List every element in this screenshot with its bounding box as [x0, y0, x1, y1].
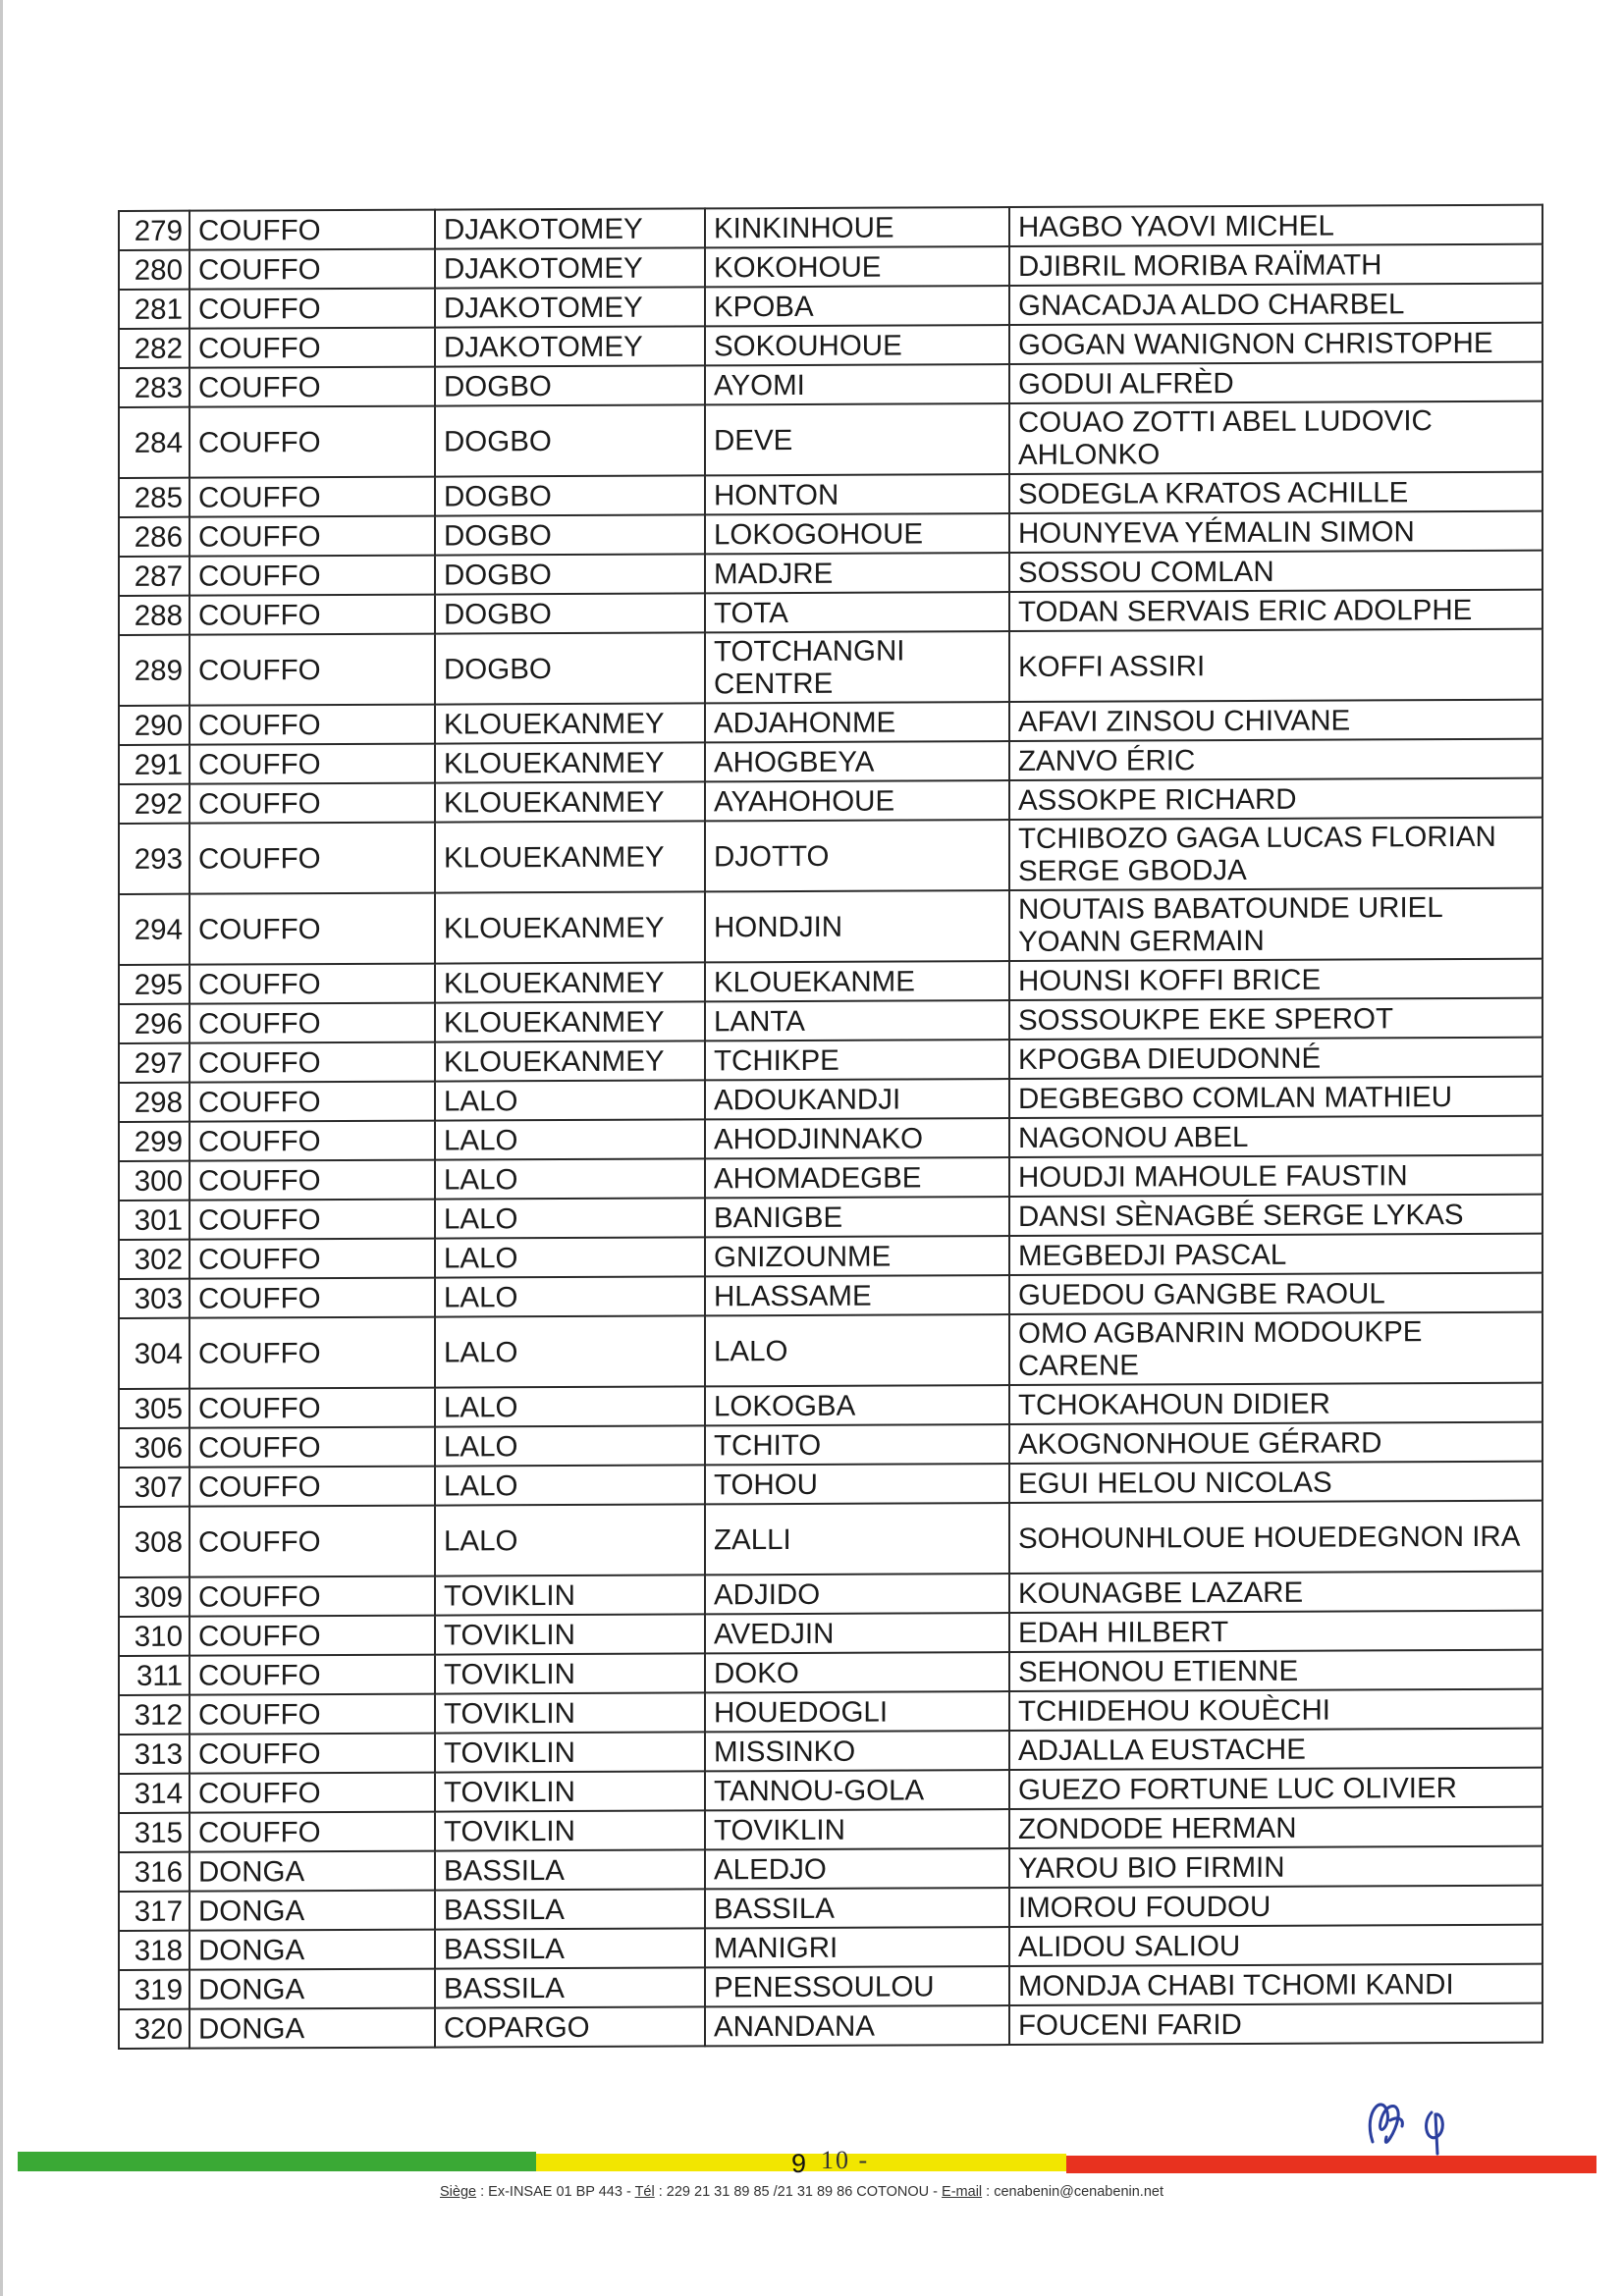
department-cell: COUFFO	[189, 1812, 435, 1852]
department-cell: COUFFO	[189, 783, 435, 824]
person-name-cell: TCHIDEHOU KOUÈCHI	[1009, 1689, 1542, 1731]
person-name-cell: NAGONOU ABEL	[1009, 1116, 1542, 1157]
person-name-cell: KOUNAGBE LAZARE	[1009, 1572, 1542, 1613]
table-row	[119, 1964, 1542, 2009]
arrondissement-cell: ANANDANA	[705, 2005, 1009, 2046]
department-cell: COUFFO	[189, 1506, 435, 1577]
person-name-cell: GUEDOU GANGBE RAOUL	[1009, 1273, 1542, 1314]
person-name-cell: ZANVO ÉRIC	[1009, 739, 1542, 780]
arrondissement-cell: HOUEDOGLI	[705, 1691, 1009, 1732]
arrondissement-cell: AYOMI	[705, 364, 1009, 404]
commune-cell: DJAKOTOMEY	[435, 287, 705, 327]
arrondissement-cell: KINKINHOUE	[705, 207, 1009, 247]
arrondissement-cell: AYAHOHOUE	[705, 780, 1009, 821]
department-cell: COUFFO	[189, 1200, 435, 1240]
commune-cell: DOGBO	[435, 365, 705, 405]
department-cell: COUFFO	[189, 1576, 435, 1617]
person-name-cell: HAGBO YAOVI MICHEL	[1009, 205, 1542, 246]
department-cell: COUFFO	[189, 595, 435, 635]
row-number-cell: 313	[119, 1735, 189, 1774]
department-cell: COUFFO	[189, 406, 435, 478]
table-row	[119, 1383, 1542, 1428]
arrondissement-cell: MANIGRI	[705, 1927, 1009, 1967]
commune-cell: KLOUEKANMEY	[435, 703, 705, 743]
department-cell: COUFFO	[189, 1121, 435, 1161]
page-number: 9	[791, 2149, 807, 2178]
arrondissement-cell: KPOBA	[705, 286, 1009, 326]
table-row	[119, 1807, 1542, 1852]
commune-cell: LALO	[435, 1425, 705, 1466]
row-number-cell: 298	[119, 1083, 189, 1122]
person-name-cell: TCHOKAHOUN DIDIER	[1009, 1383, 1542, 1424]
commune-cell: TOVIKLIN	[435, 1575, 705, 1615]
arrondissement-cell: BANIGBE	[705, 1197, 1009, 1237]
row-number-cell: 285	[119, 478, 189, 517]
table-row	[119, 739, 1542, 784]
row-number-cell: 309	[119, 1577, 189, 1617]
arrondissement-cell: KOKOHOUE	[705, 246, 1009, 287]
department-cell: COUFFO	[189, 1082, 435, 1122]
table-row	[119, 205, 1542, 250]
arrondissement-cell: HONTON	[705, 474, 1009, 514]
person-name-cell: GUEZO FORTUNE LUC OLIVIER	[1009, 1768, 1542, 1809]
arrondissement-cell: TOTA	[705, 592, 1009, 632]
commune-cell: LALO	[435, 1119, 705, 1159]
commune-cell: LALO	[435, 1504, 705, 1575]
arrondissement-cell: TCHITO	[705, 1424, 1009, 1465]
table-row	[119, 1155, 1542, 1201]
department-cell: COUFFO	[189, 1694, 435, 1735]
row-number-cell: 299	[119, 1122, 189, 1161]
person-name-cell: SEHONOU ETIENNE	[1009, 1650, 1542, 1691]
footer-email-label: E-mail	[942, 2184, 983, 2200]
footer-siege-label: Siège	[440, 2184, 477, 2200]
row-number-cell: 295	[119, 965, 189, 1004]
arrondissement-cell: TOVIKLIN	[705, 1809, 1009, 1849]
commune-cell: LALO	[435, 1237, 705, 1277]
row-number-cell: 288	[119, 596, 189, 635]
footer-tel-label: Tél	[634, 2184, 655, 2200]
person-name-cell: GODUI ALFRÈD	[1009, 362, 1542, 403]
table-row	[119, 998, 1542, 1043]
commune-cell: LALO	[435, 1465, 705, 1505]
person-name-cell: KPOGBA DIEUDONNÉ	[1009, 1038, 1542, 1079]
commune-cell: BASSILA	[435, 1928, 705, 1968]
row-number-cell: 316	[119, 1852, 189, 1892]
row-number-cell: 293	[119, 824, 189, 894]
table-row	[119, 323, 1542, 368]
table-row	[119, 1768, 1542, 1813]
table-row	[119, 1611, 1542, 1656]
department-cell: COUFFO	[189, 477, 435, 517]
arrondissement-cell: ZALLI	[705, 1503, 1009, 1575]
commune-cell: TOVIKLIN	[435, 1810, 705, 1850]
table-row	[119, 1422, 1542, 1468]
commune-cell: LALO	[435, 1158, 705, 1199]
table-row	[119, 1729, 1542, 1774]
arrondissement-cell: DEVE	[705, 403, 1009, 475]
table-row	[119, 1925, 1542, 1970]
table-row	[119, 818, 1542, 894]
arrondissement-cell: KLOUEKANME	[705, 961, 1009, 1001]
footer-address	[440, 2184, 1163, 2200]
table-row	[119, 590, 1542, 635]
department-cell: COUFFO	[189, 367, 435, 407]
row-number-cell: 306	[119, 1428, 189, 1468]
commune-cell: BASSILA	[435, 1849, 705, 1890]
arrondissement-cell: TOHOU	[705, 1464, 1009, 1504]
row-number-cell: 303	[119, 1279, 189, 1318]
row-number-cell: 312	[119, 1695, 189, 1735]
department-cell: COUFFO	[189, 210, 435, 250]
row-number-cell: 291	[119, 745, 189, 784]
row-number-cell: 289	[119, 635, 189, 706]
person-name-cell: ALIDOU SALIOU	[1009, 1925, 1542, 1966]
table-row	[119, 284, 1542, 329]
table-row	[119, 959, 1542, 1004]
department-cell: DONGA	[189, 1851, 435, 1892]
department-cell: COUFFO	[189, 516, 435, 557]
table-row	[119, 244, 1542, 290]
person-name-cell: TODAN SERVAIS ERIC ADOLPHE	[1009, 590, 1542, 631]
department-cell: DONGA	[189, 1930, 435, 1970]
arrondissement-cell: PENESSOULOU	[705, 1966, 1009, 2006]
commune-cell: LALO	[435, 1315, 705, 1387]
flag-red-band	[1066, 2156, 1596, 2173]
row-number-cell: 287	[119, 557, 189, 596]
commune-cell: TOVIKLIN	[435, 1614, 705, 1654]
table-row	[119, 551, 1542, 596]
table-row	[119, 1462, 1542, 1507]
department-cell: COUFFO	[189, 964, 435, 1004]
arrondissement-cell: HLASSAME	[705, 1275, 1009, 1315]
row-number-cell: 315	[119, 1813, 189, 1852]
department-cell: COUFFO	[189, 328, 435, 368]
table-row	[119, 1195, 1542, 1240]
arrondissement-cell: BASSILA	[705, 1888, 1009, 1928]
person-name-cell: DJIBRIL MORIBA RAÏMATH	[1009, 244, 1542, 286]
arrondissement-cell: HONDJIN	[705, 890, 1009, 962]
row-number-cell: 290	[119, 706, 189, 745]
arrondissement-cell: DJOTTO	[705, 820, 1009, 891]
department-cell: COUFFO	[189, 1239, 435, 1279]
person-name-cell: FOUCENI FARID	[1009, 2003, 1542, 2045]
department-cell: COUFFO	[189, 705, 435, 745]
row-number-cell: 284	[119, 407, 189, 478]
row-number-cell: 319	[119, 1970, 189, 2009]
person-name-cell: SOHOUNHLOUE HOUEDEGNON IRA	[1009, 1501, 1542, 1574]
commune-cell: KLOUEKANMEY	[435, 962, 705, 1002]
table-row	[119, 1650, 1542, 1695]
arrondissement-cell: AHOMADEGBE	[705, 1157, 1009, 1198]
commune-cell: TOVIKLIN	[435, 1732, 705, 1772]
person-name-cell: SODEGLA KRATOS ACHILLE	[1009, 472, 1542, 513]
footer-email: : cenabenin@cenabenin.net	[982, 2184, 1163, 2200]
row-number-cell: 305	[119, 1389, 189, 1428]
table-row	[119, 1886, 1542, 1931]
arrondissement-cell: LOKOGBA	[705, 1385, 1009, 1425]
row-number-cell: 294	[119, 894, 189, 965]
arrondissement-cell: AHODJINNAKO	[705, 1118, 1009, 1158]
department-cell: COUFFO	[189, 634, 435, 706]
person-name-cell: AKOGNONHOUE GÉRARD	[1009, 1422, 1542, 1464]
arrondissement-cell: ADJAHONME	[705, 702, 1009, 742]
table-row	[119, 1273, 1542, 1318]
department-cell: COUFFO	[189, 1003, 435, 1043]
commune-cell: TOVIKLIN	[435, 1692, 705, 1733]
commune-cell: KLOUEKANMEY	[435, 891, 705, 963]
person-name-cell: ASSOKPE RICHARD	[1009, 778, 1542, 820]
row-number-cell: 317	[119, 1892, 189, 1931]
table-row	[119, 1312, 1542, 1389]
arrondissement-cell: DOKO	[705, 1652, 1009, 1692]
department-cell: COUFFO	[189, 1042, 435, 1083]
table-row	[119, 1572, 1542, 1617]
table-row	[119, 778, 1542, 824]
row-number-cell: 297	[119, 1043, 189, 1083]
row-number-cell: 280	[119, 250, 189, 290]
row-number-cell: 310	[119, 1617, 189, 1656]
person-name-cell: DANSI SÈNAGBÉ SERGE LYKAS	[1009, 1195, 1542, 1236]
department-cell: DONGA	[189, 2008, 435, 2049]
row-number-cell: 318	[119, 1931, 189, 1970]
person-name-cell: GNACADJA ALDO CHARBEL	[1009, 284, 1542, 325]
person-name-cell: MONDJA CHABI TCHOMI KANDI	[1009, 1964, 1542, 2005]
arrondissement-cell: LANTA	[705, 1000, 1009, 1041]
table-row	[119, 472, 1542, 517]
footer-phones: : 229 21 31 89 85 /21 31 89 86 COTONOU -	[654, 2184, 943, 2200]
department-cell: COUFFO	[189, 823, 435, 894]
commune-cell: DOGBO	[435, 632, 705, 704]
arrondissement-cell: TOTCHANGNI CENTRE	[705, 631, 1009, 703]
person-name-cell: AFAVI ZINSOU CHIVANE	[1009, 700, 1542, 741]
department-cell: COUFFO	[189, 1734, 435, 1774]
commune-cell: BASSILA	[435, 1889, 705, 1929]
commune-cell: LALO	[435, 1386, 705, 1426]
department-cell: COUFFO	[189, 1160, 435, 1201]
commune-cell: KLOUEKANMEY	[435, 1041, 705, 1081]
commune-cell: DJAKOTOMEY	[435, 326, 705, 366]
department-cell: COUFFO	[189, 1388, 435, 1428]
department-cell: COUFFO	[189, 1655, 435, 1695]
department-cell: DONGA	[189, 1969, 435, 2009]
row-number-cell: 286	[119, 517, 189, 557]
commune-cell: BASSILA	[435, 1967, 705, 2007]
person-name-cell: SOSSOU COMLAN	[1009, 551, 1542, 592]
department-cell: DONGA	[189, 1891, 435, 1931]
person-name-cell: ADJALLA EUSTACHE	[1009, 1729, 1542, 1770]
table-row	[119, 629, 1542, 706]
row-number-cell: 314	[119, 1774, 189, 1813]
commune-cell: DOGBO	[435, 404, 705, 476]
arrondissement-cell: AVEDJIN	[705, 1613, 1009, 1653]
commune-cell: KLOUEKANMEY	[435, 742, 705, 782]
row-number-cell: 302	[119, 1240, 189, 1279]
row-number-cell: 304	[119, 1318, 189, 1389]
table-row	[119, 511, 1542, 557]
commune-cell: KLOUEKANMEY	[435, 821, 705, 892]
department-cell: COUFFO	[189, 1317, 435, 1389]
department-cell: COUFFO	[189, 1467, 435, 1507]
table-row	[119, 1846, 1542, 1892]
row-number-cell: 320	[119, 2009, 189, 2049]
person-name-cell: COUAO ZOTTI ABEL LUDOVIC AHLONKO	[1009, 401, 1542, 474]
commune-cell: DJAKOTOMEY	[435, 208, 705, 248]
department-cell: COUFFO	[189, 893, 435, 965]
table-row	[119, 2003, 1542, 2049]
arrondissement-cell: ADOUKANDJI	[705, 1079, 1009, 1119]
table-row	[119, 888, 1542, 965]
table-row	[119, 700, 1542, 745]
table-row	[119, 401, 1542, 478]
arrondissement-cell: TCHIKPE	[705, 1040, 1009, 1080]
person-name-cell: OMO AGBANRIN MODOUKPE CARENE	[1009, 1312, 1542, 1385]
commune-cell: DOGBO	[435, 475, 705, 515]
scan-edge	[0, 0, 3, 2296]
flag-green-band	[18, 2152, 536, 2171]
row-number-cell: 300	[119, 1161, 189, 1201]
person-name-cell: ZONDODE HERMAN	[1009, 1807, 1542, 1848]
person-name-cell: HOUNYEVA YÉMALIN SIMON	[1009, 511, 1542, 553]
row-number-cell: 282	[119, 329, 189, 368]
arrondissement-cell: ADJIDO	[705, 1574, 1009, 1614]
table-row	[119, 1501, 1542, 1577]
person-name-cell: DEGBEGBO COMLAN MATHIEU	[1009, 1077, 1542, 1118]
row-number-cell: 308	[119, 1507, 189, 1577]
row-number-cell: 307	[119, 1468, 189, 1507]
arrondissement-cell: AHOGBEYA	[705, 741, 1009, 781]
department-cell: COUFFO	[189, 1616, 435, 1656]
commune-cell: TOVIKLIN	[435, 1653, 705, 1693]
row-number-cell: 311	[119, 1656, 189, 1695]
department-cell: COUFFO	[189, 289, 435, 329]
row-number-cell: 296	[119, 1004, 189, 1043]
arrondissement-cell: ALEDJO	[705, 1848, 1009, 1889]
person-name-cell: EDAH HILBERT	[1009, 1611, 1542, 1652]
commune-cell: LALO	[435, 1276, 705, 1316]
handwritten-signature	[1353, 2083, 1481, 2162]
row-number-cell: 281	[119, 290, 189, 329]
person-name-cell: SOSSOUKPE EKE SPEROT	[1009, 998, 1542, 1040]
handwritten-page-number: 10 -	[821, 2146, 870, 2174]
commune-cell: DJAKOTOMEY	[435, 247, 705, 288]
table-row	[119, 362, 1542, 407]
department-cell: COUFFO	[189, 744, 435, 784]
table-row	[119, 1038, 1542, 1083]
arrondissement-cell: MADJRE	[705, 553, 1009, 593]
department-cell: COUFFO	[189, 249, 435, 290]
arrondissement-cell: SOKOUHOUE	[705, 325, 1009, 365]
department-cell: COUFFO	[189, 556, 435, 596]
arrondissement-cell: LOKOGOHOUE	[705, 513, 1009, 554]
department-cell: COUFFO	[189, 1773, 435, 1813]
department-cell: COUFFO	[189, 1427, 435, 1468]
arrondissement-cell: GNIZOUNME	[705, 1236, 1009, 1276]
table-row	[119, 1077, 1542, 1122]
arrondissement-cell: LALO	[705, 1314, 1009, 1386]
person-name-cell: NOUTAIS BABATOUNDE URIEL YOANN GERMAIN	[1009, 888, 1542, 961]
row-number-cell: 301	[119, 1201, 189, 1240]
commune-cell: KLOUEKANMEY	[435, 781, 705, 822]
row-number-cell: 283	[119, 368, 189, 407]
commune-cell: COPARGO	[435, 2006, 705, 2047]
person-name-cell: HOUDJI MAHOULE FAUSTIN	[1009, 1155, 1542, 1197]
table-row	[119, 1116, 1542, 1161]
commune-cell: DOGBO	[435, 593, 705, 633]
commune-cell: LALO	[435, 1198, 705, 1238]
person-name-cell: KOFFI ASSIRI	[1009, 629, 1542, 702]
person-name-cell: MEGBEDJI PASCAL	[1009, 1234, 1542, 1275]
row-number-cell: 292	[119, 784, 189, 824]
commune-cell: TOVIKLIN	[435, 1771, 705, 1811]
person-name-cell: GOGAN WANIGNON CHRISTOPHE	[1009, 323, 1542, 364]
person-name-cell: HOUNSI KOFFI BRICE	[1009, 959, 1542, 1000]
department-cell: COUFFO	[189, 1278, 435, 1318]
commune-cell: LALO	[435, 1080, 705, 1120]
registry-body	[119, 205, 1542, 2049]
person-name-cell: TCHIBOZO GAGA LUCAS FLORIAN SERGE GBODJA	[1009, 818, 1542, 890]
commune-cell: KLOUEKANMEY	[435, 1001, 705, 1041]
registry-table	[118, 204, 1543, 2050]
table-row	[119, 1689, 1542, 1735]
commune-cell: DOGBO	[435, 554, 705, 594]
commune-cell: DOGBO	[435, 514, 705, 555]
arrondissement-cell: MISSINKO	[705, 1731, 1009, 1771]
person-name-cell: EGUI HELOU NICOLAS	[1009, 1462, 1542, 1503]
person-name-cell: IMOROU FOUDOU	[1009, 1886, 1542, 1927]
row-number-cell: 279	[119, 211, 189, 250]
person-name-cell: YAROU BIO FIRMIN	[1009, 1846, 1542, 1888]
table-row	[119, 1234, 1542, 1279]
footer-address-text: : Ex-INSAE 01 BP 443 -	[476, 2184, 635, 2200]
arrondissement-cell: TANNOU-GOLA	[705, 1770, 1009, 1810]
